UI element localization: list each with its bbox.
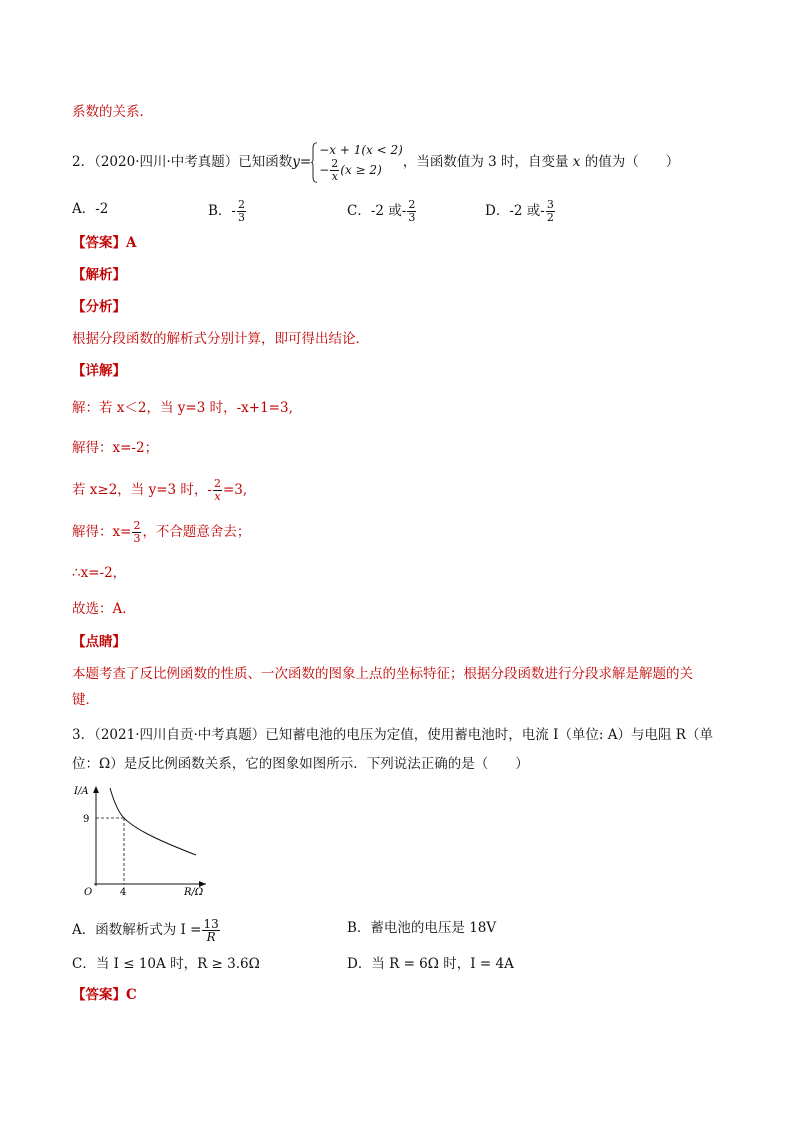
x-tick-label: 4 (120, 887, 127, 897)
q2-dianjing-heading: 【点睛】 (72, 634, 126, 650)
q2-xiangjie-heading: 【详解】 (72, 363, 126, 379)
q2-prefix: 2．（2020·四川·中考真题）已知函数 (72, 154, 293, 170)
q3-inverse-function-graph (72, 782, 212, 897)
q1-tail-text: 系数的关系． (72, 104, 153, 120)
q2-dianjing-text-2: 键． (72, 692, 99, 708)
q2-option-c: C．-2 或- $\frac{2}{3}$ (347, 198, 416, 224)
q3-option-d: D．当 R = 6Ω 时，I = 4A (347, 956, 514, 972)
y-axis-label: I/A (74, 786, 89, 797)
q2-option-d: D．-2 或- $\frac{3}{2}$ (485, 198, 554, 224)
origin-label: O (84, 887, 93, 897)
q3-stem-line-2: 位：Ω）是反比例函数关系，它的图象如图所示．下列说法正确的是（ ） (72, 756, 529, 772)
q2-solution-step-5: ∴x=-2， (72, 565, 127, 581)
brace-icon (311, 142, 317, 183)
q2-case2-fraction: $\frac{2}{x}$ (331, 157, 339, 183)
q2-fenxi-text: 根据分段函数的解析式分别计算，即可得出结论． (72, 331, 369, 347)
q2-case2: − $\frac{2}{x}$ (x ≥ 2) (319, 157, 382, 183)
q2-eq: = (299, 154, 312, 170)
x-axis-label: R/Ω (184, 887, 204, 897)
q2-option-a: A．-2 (72, 201, 109, 217)
q2-fenxi-heading: 【分析】 (72, 299, 126, 315)
q3-option-b: B．蓄电池的电压是 18V (347, 920, 497, 936)
q2-suffix-a: ，当函数值为 3 时，自变量 (402, 154, 569, 170)
q2-solution-step-4: 解得：x= $\frac{2}{3}$ ，不合题意舍去； (72, 519, 251, 545)
q2-func-var: y (292, 154, 300, 170)
q2-case1: −x + 1(x < 2) (319, 143, 403, 157)
q2-solution-step-2: 解得：x=-2； (72, 440, 159, 456)
q2-suffix-var: x (572, 154, 581, 170)
q3-option-a: A．函数解析式为 I = $\frac{13}{R}$ (72, 917, 219, 944)
q2-stem (72, 142, 679, 183)
q3-option-c: C．当 I ≤ 10A 时，R ≥ 3.6Ω (72, 956, 260, 972)
q2-solution-step-3: 若 x≥2，当 y=3 时，- $\frac{2}{x}$ =3, (72, 477, 248, 503)
hyperbola-curve (110, 788, 196, 855)
q2-solution-step-6: 故选：A． (72, 601, 136, 617)
q2-dianjing-text-1: 本题考查了反比例函数的性质、一次函数的图象上点的坐标特征；根据分段函数进行分段求解是解题的关 (72, 666, 693, 682)
q3-stem-line-1: 3．（2021·四川自贡·中考真题）已知蓄电池的电压为定值，使用蓄电池时，电流 I（单位: A）与电阻 R（单 (72, 727, 713, 743)
y-axis-arrow-icon (93, 786, 99, 793)
q2-option-b: B．- $\frac{2}{3}$ (208, 198, 245, 224)
q3-answer: 【答案】C (72, 987, 137, 1003)
q2-jiexi-heading: 【解析】 (72, 267, 126, 283)
q2-solution-step-1: 解：若 x＜2，当 y=3 时，-x+1=3, (72, 400, 293, 416)
q2-answer: 【答案】A (72, 235, 137, 251)
y-tick-label: 9 (83, 814, 90, 825)
q2-suffix-b: 的值为（ ） (584, 154, 680, 170)
q2-piecewise-function (311, 142, 403, 183)
